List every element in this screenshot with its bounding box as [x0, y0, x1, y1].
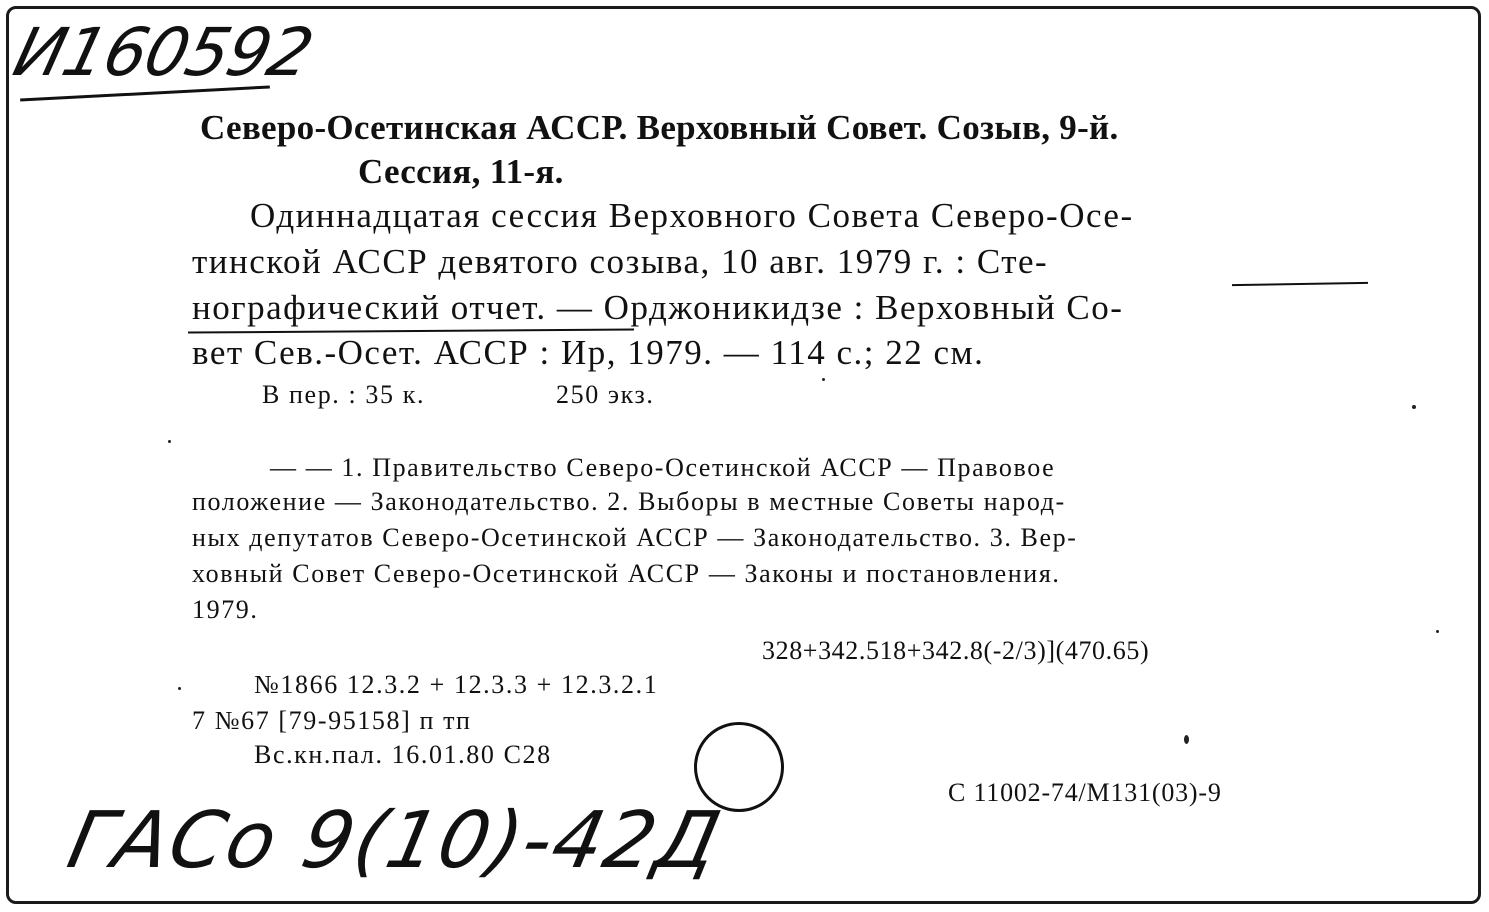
code-line-3: Вс.кн.пал. 16.01.80 С28 — [254, 740, 552, 769]
speck — [822, 378, 825, 381]
speck — [1436, 630, 1439, 633]
speck — [1412, 405, 1416, 409]
subjects-line-1: — — 1. Правительство Северо-Осетинской АССР — Правовое — [270, 453, 1056, 482]
description-line-1: Одиннадцатая сессия Верховного Совета Северо-Осе- — [250, 196, 1134, 235]
speck — [168, 440, 171, 443]
subjects-line-3: ных депутатов Северо-Осетинской АССР — Законодательство. 3. Вер- — [192, 523, 1078, 552]
code-line-1: №1866 12.3.2 + 12.3.3 + 12.3.2.1 — [254, 670, 659, 699]
description-line-2: тинской АССР девятого созыва, 10 авг. 1979 г. : Сте- — [192, 242, 1049, 281]
inventory-number: И160592 — [6, 14, 320, 91]
classification-index: 328+342.518+342.8(-2/3)](470.65) — [762, 636, 1150, 665]
speck — [1184, 735, 1189, 744]
heading-line-2: Сессия, 11-я. — [358, 152, 564, 191]
price-line: В пер. : 35 к. — [262, 380, 426, 409]
description-line-3: нографический отчет. — Орджоникидзе : Верховный Со- — [192, 288, 1124, 327]
catalog-code: С 11002-74/М131(03)-9 — [948, 778, 1222, 807]
subjects-line-5: 1979. — [192, 595, 259, 624]
subjects-line-2: положение — Законодательство. 2. Выборы в местные Советы народ- — [192, 487, 1066, 516]
subjects-line-4: ховный Совет Северо-Осетинской АССР — Законы и постановления. — [192, 559, 1061, 588]
code-line-2: 7 №67 [79-95158] п тп — [192, 706, 472, 735]
speck — [178, 687, 181, 690]
heading-line-1: Северо-Осетинская АССР. Верховный Совет. Созыв, 9-й. — [200, 108, 1119, 147]
archive-note: ГАСо 9(10)-42Д — [60, 796, 730, 886]
print-run: 250 экз. — [556, 380, 655, 409]
description-line-4: вет Сев.-Осет. АССР : Ир, 1979. — 114 с.; 22 см. — [192, 333, 985, 372]
